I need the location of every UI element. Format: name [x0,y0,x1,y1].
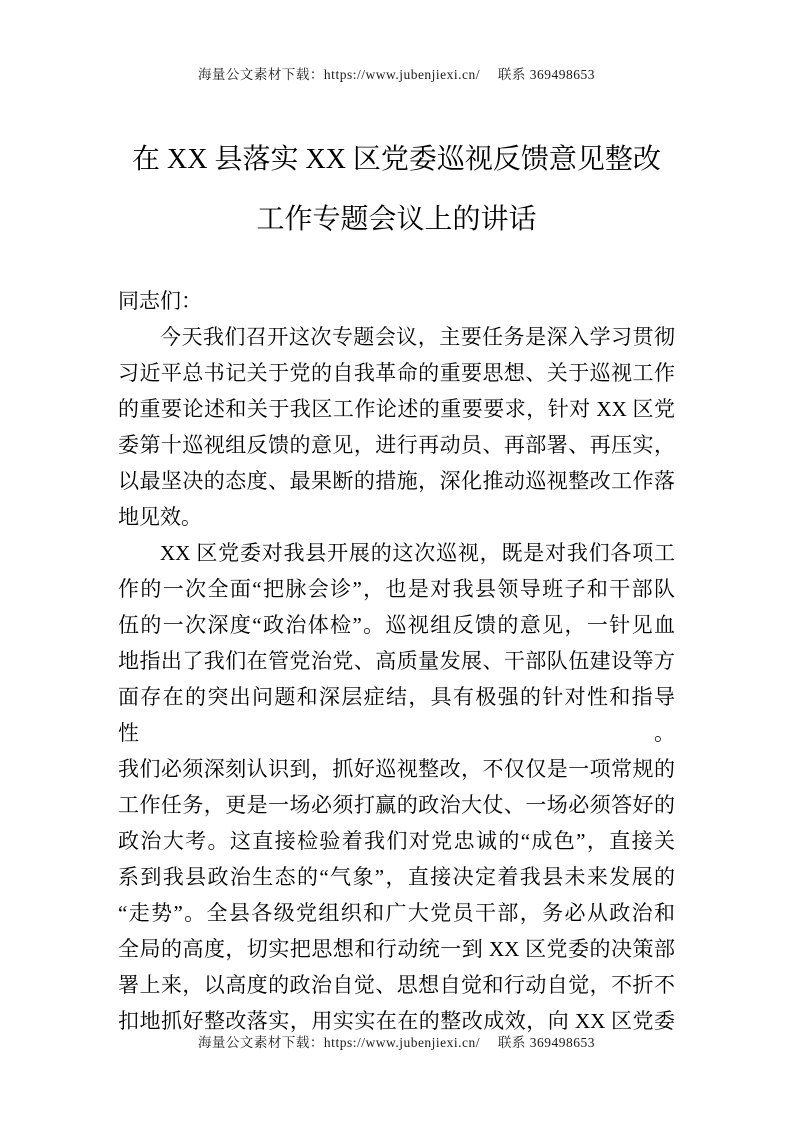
body-line: 今天我们召开这次专题会议，主要任务是深入学习贯彻 [160,325,675,349]
greeting-line: 同志们： [118,289,202,313]
body-line: 伍的一次深度“政治体检”。巡视组反馈的意见，一针见血 [118,613,675,637]
body-line: 作的一次全面“把脉会诊”，也是对我县领导班子和干部队 [118,577,675,601]
body-line: 扣地抓好整改落实，用实实在在的整改成效，向 XX 区党委 [118,1009,675,1033]
body-line: 署上来，以高度的政治自觉、思想自觉和行动自觉，不折不 [118,973,675,997]
body-line: 以最坚决的态度、最果断的措施，深化推动巡视整改工作落 [118,469,675,493]
body-line: 工作任务，更是一场必须打赢的政治大仗、一场必须答好的 [118,793,675,817]
body-line: 面存在的突出问题和深层症结，具有极强的针对性和指导性。 [118,685,675,745]
body-line: 地见效。 [118,505,202,529]
body-line: 的重要论述和关于我区工作论述的重要要求，针对 XX 区党 [118,397,675,421]
body-line: 系到我县政治生态的“气象”，直接决定着我县未来发展的 [118,865,675,889]
body-line: XX 区党委对我县开展的这次巡视，既是对我们各项工 [160,541,675,565]
body-line: “走势”。全县各级党组织和广大党员干部，务必从政治和 [118,901,675,925]
header-watermark: 海量公文素材下载：https://www.jubenjiexi.cn/ 联系 369498653 [197,67,596,82]
document-title [118,130,675,250]
body-line: 委第十巡视组反馈的意见，进行再动员、再部署、再压实， [118,433,675,457]
body-line: 我们必须深刻认识到，抓好巡视整改，不仅仅是一项常规的 [118,757,675,781]
footer-watermark: 海量公文素材下载：https://www.jubenjiexi.cn/ 联系 369498653 [197,1035,596,1050]
document-title-line: 工作专题会议上的讲话 [256,204,537,235]
document-title-line: 在 XX 县落实 XX 区党委巡视反馈意见整改 [132,144,661,175]
document-body [118,283,675,1039]
body-line: 全局的高度，切实把思想和行动统一到 XX 区党委的决策部 [118,937,675,961]
body-line: 习近平总书记关于党的自我革命的重要思想、关于巡视工作 [118,361,675,385]
body-line: 地指出了我们在管党治党、高质量发展、干部队伍建设等方 [118,649,675,673]
paragraphs-container [118,319,675,1039]
body-line: 政治大考。这直接检验着我们对党忠诚的“成色”，直接关 [118,829,675,853]
